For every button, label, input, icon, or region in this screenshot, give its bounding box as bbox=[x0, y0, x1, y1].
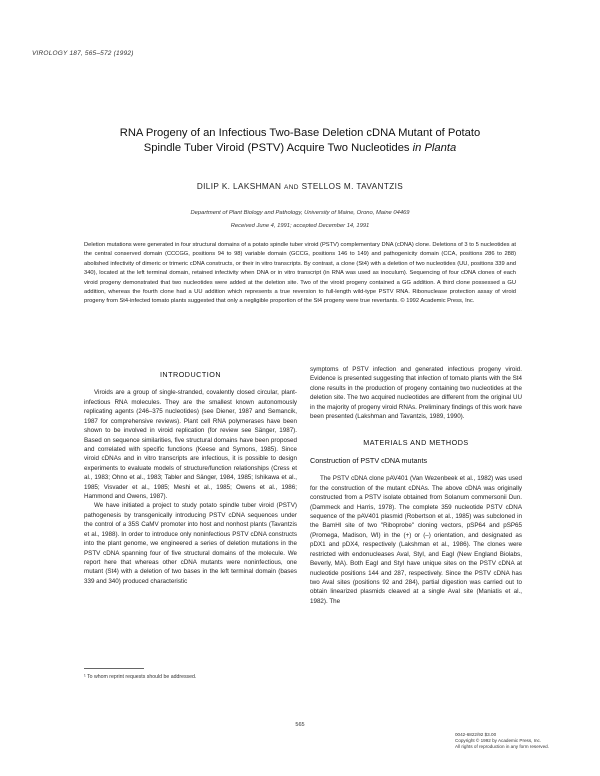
affiliation: Department of Plant Biology and Pathology, University of Maine, Orono, Maine 04469 bbox=[190, 210, 410, 216]
introduction-paragraph-1: Viroids are a group of single-stranded, covalently closed circular, plant-infectious RNA molecules. They are the smallest known autonomously replicating agents (246–375 nucleotides) (see Diener, 1987 and Semancik, 1987 for comprehensive reviews). Plant cell RNA polymerases have been shown to be involved in viroid replication (for review see Sänger, 1987). Based on sequence similarities, five structural domains have been proposed and correlated with specific functions (Keese and Symons, 1985). Since viroid cDNAs and in vitro transcripts are infectious, it is possible to design experiments to evaluate models of structure/function relationships (Cress et al., 1983; Ohno et al., 1983; Tabler and Sänger, 1984, 1985; Ishikawa et al., 1985; Visvader et al., 1985; Meshi et al., 1985; Owens et al., 1986; Hammond and Owens, 1987). bbox=[84, 389, 297, 501]
left-column bbox=[84, 370, 297, 586]
author-second: STELLOS M. TAVANTZIS bbox=[301, 182, 404, 191]
author-list bbox=[40, 182, 560, 191]
introduction-heading: INTRODUCTION bbox=[159, 370, 222, 379]
copyright-line-2: Copyright © 1992 by Academic Press, Inc. bbox=[455, 738, 542, 744]
methods-subheading: Construction of PSTV cDNA mutants bbox=[310, 455, 428, 465]
title-line-2-italic: in Planta bbox=[412, 142, 457, 154]
abstract: Deletion mutations were generated in four structural domains of a potato spindle tuber viroid (PSTV) complementary DNA (cDNA) clone. Deletions of 3 to 5 nucleotides at the central conserved domain (CCCGG, positions 94 to 98) variable domain (GCCG, positions 146 to 149) and pathogenicity domain (CCA, positions 286 to 288) abolished infectivity of dimeric or trimeric cDNA constructs, or their in vitro transcripts. By contrast, a clone (St4) with a deletion of two nucleotides (UU, positions 339 and 340), located at the left terminal domain, retained infectivity when DNA or in vitro transcript (in RNA was used as inoculum). Sequencing of four cDNA clones of each viroid progeny demonstrated that two nucleotides were added at the deletion site. Two of the viroid progeny contained a GG addition. A third clone possessed a GU addition, whereas the fourth clone had a UU addition which represents a true reversion to full-length wild-type PSTV RNA. Ribonuclease protection assay of viroid progeny from St4-infected tomato plants suggested that only a negligible proportion of the St4 progeny were true revertants. © 1992 Academic Press, Inc. bbox=[84, 242, 516, 305]
author-conjunction: AND bbox=[283, 184, 299, 191]
title-line-2-main: Spindle Tuber Viroid (PSTV) Acquire Two Nucleotides bbox=[143, 142, 413, 154]
author-first: DILIP K. LAKSHMAN bbox=[196, 182, 282, 191]
methods-paragraph-1: The PSTV cDNA clone pAV401 (Van Wezenbeek et al., 1982) was used for the construction of the mutant cDNAs. The above cDNA was originally constructed from a PSTV isolate obtained from Solanum commersonii Dun. (Dammeck and Harris, 1978). The complete 359 nucleotide PSTV cDNA sequence of the pAV401 plasmid (Robertson et al., 1985) was subcloned in the BamHI site of two "Riboprobe" cloning vectors, pSP64 and pSP65 (Promega, Madison, WI) in the (+) or (–) orientation, and designated as pDX1 and pDX4, respectively (Lakshman et al., 1986). The clones were restricted with endonucleases AvaI, StyI, and EagI (New England Biolabs, Beverly, MA). Both EagI and StyI have unique sites on the PSTV cDNA at nucleotide positions 144 and 287, respectively. Since the PSTV cDNA has two AvaI sites (positions 92 and 284), partial digestion was carried out to obtain linearized plasmids cleaved at a single AvaI site (Maniatis et al., 1982). The bbox=[310, 475, 522, 605]
title-line-1: RNA Progeny of an Infectious Two-Base Deletion cDNA Mutant of Potato bbox=[119, 127, 481, 139]
article-title bbox=[40, 126, 560, 156]
received-dates: Received June 4, 1991; accepted December 14, 1991 bbox=[230, 223, 370, 229]
right-column-paragraph-1: symptoms of PSTV infection and generated infectious progeny viroid. Evidence is presented suggesting that infection of tomato plants with the St4 clone results in the production of progeny containing two nucleotides at the deletion site. The two acquired nucleotides are different from the original UU in the majority of progeny viroid RNAs. Preliminary findings of this work have been presented (Lakshman and Tavantzis, 1989, 1990). bbox=[310, 366, 522, 421]
title-line-2 bbox=[40, 141, 560, 156]
page-number: 565 bbox=[295, 722, 305, 728]
right-column bbox=[310, 365, 522, 606]
methods-heading: MATERIALS AND METHODS bbox=[363, 437, 469, 447]
copyright-line-1: 0042-6822/92 $3.00 bbox=[455, 732, 497, 737]
running-head: VIROLOGY 187, 565–572 (1992) bbox=[32, 50, 134, 57]
footnote-rule bbox=[84, 668, 144, 669]
footnote: ¹ To whom reprint requests should be addressed. bbox=[84, 674, 197, 680]
introduction-paragraph-2: We have initiated a project to study potato spindle tuber viroid (PSTV) pathogenesis by transgenically introducing PSTV cDNA sequences under the control of a 35S CaMV promoter into host and nonhost plants (Tavantzis et al., 1988). In order to introduce only noninfectious PSTV cDNA constructs into the plant genome, we engineered a series of deletion mutations in the PSTV cDNA spanning four of five structural domains of the molecule. We report here that whereas other cDNA mutants were noninfectious, one mutant (St4) with a deletion of two bases in the left terminal domain (bases 339 and 340) produced characteristic bbox=[84, 502, 297, 585]
copyright-line-3: All rights of reproduction in any form reserved. bbox=[455, 744, 549, 750]
copyright-block bbox=[455, 732, 549, 751]
